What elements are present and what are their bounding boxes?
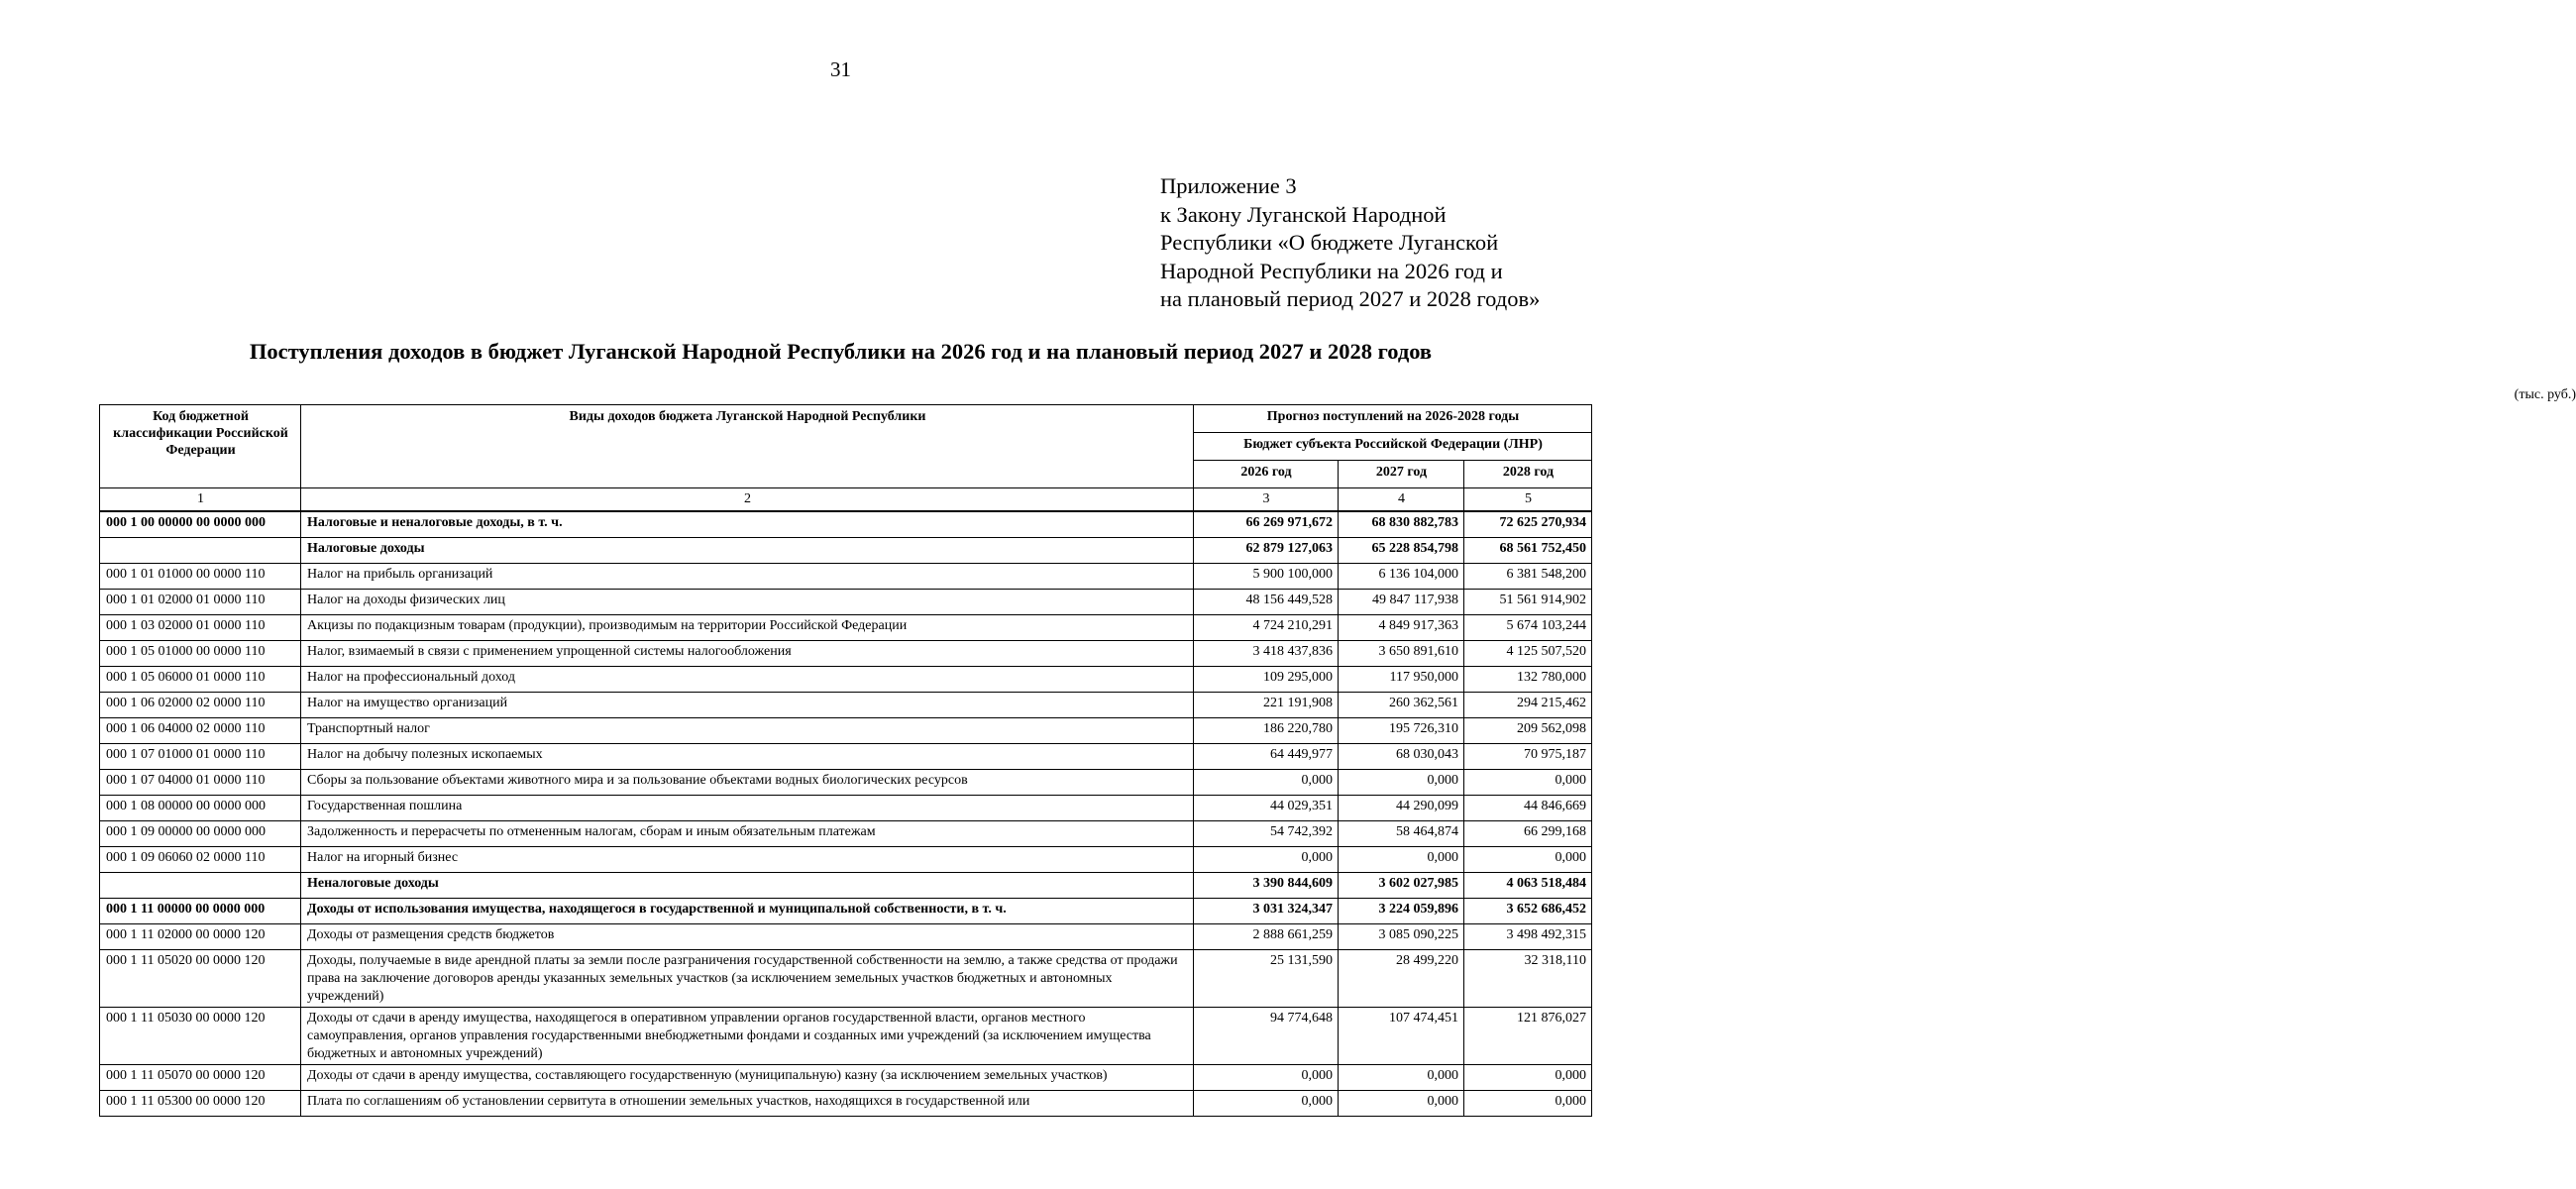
value-2026-cell: 0,000: [1194, 847, 1339, 873]
code-cell: [100, 538, 301, 564]
table-row: [100, 873, 1592, 899]
name-cell: Налог на добычу полезных ископаемых: [301, 744, 1194, 770]
code-cell: 000 1 11 05300 00 0000 120: [100, 1091, 301, 1117]
column-number: 4: [1339, 488, 1464, 512]
table-row: [100, 564, 1592, 590]
value-2026-cell: 5 900 100,000: [1194, 564, 1339, 590]
value-2028-cell: 0,000: [1464, 1091, 1592, 1117]
value-2028-cell: 4 125 507,520: [1464, 641, 1592, 667]
code-cell: 000 1 11 05030 00 0000 120: [100, 1008, 301, 1065]
table-row: [100, 1008, 1592, 1065]
value-2027-cell: 260 362,561: [1339, 693, 1464, 718]
code-cell: 000 1 07 04000 01 0000 110: [100, 770, 301, 796]
table-row: [100, 899, 1592, 924]
value-2028-cell: 4 063 518,484: [1464, 873, 1592, 899]
value-2028-cell: 3 652 686,452: [1464, 899, 1592, 924]
appendix-line: Приложение 3: [1160, 173, 1297, 198]
name-cell: Доходы от использования имущества, находящегося в государственной и муниципальной собственности, в т. ч.: [301, 899, 1194, 924]
header-name: Виды доходов бюджета Луганской Народной Республики: [301, 405, 1194, 488]
value-2028-cell: 70 975,187: [1464, 744, 1592, 770]
value-2027-cell: 0,000: [1339, 847, 1464, 873]
value-2026-cell: 0,000: [1194, 1065, 1339, 1091]
name-cell: Доходы от размещения средств бюджетов: [301, 924, 1194, 950]
table-row: [100, 511, 1592, 538]
value-2026-cell: 44 029,351: [1194, 796, 1339, 821]
value-2027-cell: 117 950,000: [1339, 667, 1464, 693]
value-2028-cell: 121 876,027: [1464, 1008, 1592, 1065]
table-row: [100, 847, 1592, 873]
value-2028-cell: 51 561 914,902: [1464, 590, 1592, 615]
value-2026-cell: 109 295,000: [1194, 667, 1339, 693]
name-cell: Налог на игорный бизнес: [301, 847, 1194, 873]
name-cell: Плата по соглашениям об установлении сервитута в отношении земельных участков, находящихся в государственной или: [301, 1091, 1194, 1117]
code-cell: 000 1 11 05020 00 0000 120: [100, 950, 301, 1008]
value-2026-cell: 94 774,648: [1194, 1008, 1339, 1065]
column-number: 2: [301, 488, 1194, 512]
header-year-2026: 2026 год: [1194, 461, 1339, 488]
name-cell: Налог на доходы физических лиц: [301, 590, 1194, 615]
table-row: [100, 718, 1592, 744]
table-row: [100, 796, 1592, 821]
name-cell: Доходы от сдачи в аренду имущества, находящегося в оперативном управлении органов государственной власти, органов местного самоуправления, органов управления государственными внебюджетными фондами и созданных ими учреждений (за исключением имущества бюджетных и автономных учреждений): [301, 1008, 1194, 1065]
code-cell: 000 1 06 02000 02 0000 110: [100, 693, 301, 718]
value-2028-cell: 72 625 270,934: [1464, 511, 1592, 538]
name-cell: Акцизы по подакцизным товарам (продукции), производимым на территории Российской Федерации: [301, 615, 1194, 641]
value-2027-cell: 6 136 104,000: [1339, 564, 1464, 590]
appendix-line: к Закону Луганской Народной: [1160, 201, 1447, 227]
name-cell: Доходы, получаемые в виде арендной платы за земли после разграничения государственной собственности на землю, а также средства от продажи права на заключение договоров аренды указанных земельных участков (за исключением земельных участков бюджетных и автономных учреждений): [301, 950, 1194, 1008]
value-2026-cell: 3 418 437,836: [1194, 641, 1339, 667]
name-cell: Налог на имущество организаций: [301, 693, 1194, 718]
name-cell: Налог, взимаемый в связи с применением упрощенной системы налогообложения: [301, 641, 1194, 667]
table-row: [100, 538, 1592, 564]
value-2028-cell: 0,000: [1464, 770, 1592, 796]
appendix-note: [1160, 172, 1540, 314]
name-cell: Государственная пошлина: [301, 796, 1194, 821]
value-2026-cell: 62 879 127,063: [1194, 538, 1339, 564]
value-2026-cell: 25 131,590: [1194, 950, 1339, 1008]
value-2026-cell: 54 742,392: [1194, 821, 1339, 847]
table-row: [100, 770, 1592, 796]
value-2028-cell: 44 846,669: [1464, 796, 1592, 821]
value-2027-cell: 68 830 882,783: [1339, 511, 1464, 538]
value-2027-cell: 4 849 917,363: [1339, 615, 1464, 641]
name-cell: Транспортный налог: [301, 718, 1194, 744]
name-cell: Неналоговые доходы: [301, 873, 1194, 899]
name-cell: Налоговые доходы: [301, 538, 1194, 564]
name-cell: Сборы за пользование объектами животного мира и за пользование объектами водных биологических ресурсов: [301, 770, 1194, 796]
value-2026-cell: 0,000: [1194, 770, 1339, 796]
value-2026-cell: 3 390 844,609: [1194, 873, 1339, 899]
appendix-line: Народной Республики на 2026 год и: [1160, 258, 1503, 283]
name-cell: Налог на прибыль организаций: [301, 564, 1194, 590]
value-2026-cell: 186 220,780: [1194, 718, 1339, 744]
value-2026-cell: 3 031 324,347: [1194, 899, 1339, 924]
name-cell: Налог на профессиональный доход: [301, 667, 1194, 693]
value-2028-cell: 209 562,098: [1464, 718, 1592, 744]
value-2027-cell: 44 290,099: [1339, 796, 1464, 821]
value-2027-cell: 107 474,451: [1339, 1008, 1464, 1065]
value-2026-cell: 221 191,908: [1194, 693, 1339, 718]
code-cell: 000 1 01 01000 00 0000 110: [100, 564, 301, 590]
code-cell: 000 1 03 02000 01 0000 110: [100, 615, 301, 641]
value-2027-cell: 65 228 854,798: [1339, 538, 1464, 564]
code-cell: 000 1 06 04000 02 0000 110: [100, 718, 301, 744]
value-2028-cell: 132 780,000: [1464, 667, 1592, 693]
value-2027-cell: 0,000: [1339, 770, 1464, 796]
code-cell: 000 1 08 00000 00 0000 000: [100, 796, 301, 821]
value-2027-cell: 3 224 059,896: [1339, 899, 1464, 924]
code-cell: 000 1 11 05070 00 0000 120: [100, 1065, 301, 1091]
page-number: 31: [830, 57, 851, 81]
table-row: [100, 641, 1592, 667]
code-cell: 000 1 07 01000 01 0000 110: [100, 744, 301, 770]
value-2026-cell: 66 269 971,672: [1194, 511, 1339, 538]
table-row: [100, 590, 1592, 615]
table-row: [100, 1065, 1592, 1091]
table-row: [100, 693, 1592, 718]
value-2028-cell: 68 561 752,450: [1464, 538, 1592, 564]
revenue-table: [99, 404, 1592, 1117]
name-cell: Задолженность и перерасчеты по отмененным налогам, сборам и иным обязательным платежам: [301, 821, 1194, 847]
table-row: [100, 821, 1592, 847]
name-cell: Доходы от сдачи в аренду имущества, составляющего государственную (муниципальную) казну (за исключением земельных участков): [301, 1065, 1194, 1091]
value-2027-cell: 49 847 117,938: [1339, 590, 1464, 615]
value-2026-cell: 2 888 661,259: [1194, 924, 1339, 950]
value-2028-cell: 294 215,462: [1464, 693, 1592, 718]
document-title: Поступления доходов в бюджет Луганской Народной Республики на 2026 год и на плановый период 2027 и 2028 годов: [249, 339, 1433, 364]
appendix-line: на плановый период 2027 и 2028 годов»: [1160, 286, 1541, 311]
column-number: 3: [1194, 488, 1339, 512]
header-year-2027: 2027 год: [1339, 461, 1464, 488]
value-2027-cell: 3 650 891,610: [1339, 641, 1464, 667]
name-cell: Налоговые и неналоговые доходы, в т. ч.: [301, 511, 1194, 538]
value-2026-cell: 48 156 449,528: [1194, 590, 1339, 615]
value-2027-cell: 195 726,310: [1339, 718, 1464, 744]
table-row: [100, 924, 1592, 950]
column-number: 5: [1464, 488, 1592, 512]
value-2027-cell: 68 030,043: [1339, 744, 1464, 770]
code-cell: 000 1 01 02000 01 0000 110: [100, 590, 301, 615]
value-2028-cell: 3 498 492,315: [1464, 924, 1592, 950]
code-cell: 000 1 09 06060 02 0000 110: [100, 847, 301, 873]
value-2027-cell: 28 499,220: [1339, 950, 1464, 1008]
code-cell: 000 1 11 00000 00 0000 000: [100, 899, 301, 924]
units-label: (тыс. руб.): [2514, 387, 2576, 402]
table-row: [100, 950, 1592, 1008]
value-2026-cell: 0,000: [1194, 1091, 1339, 1117]
header-year-2028: 2028 год: [1464, 461, 1592, 488]
value-2027-cell: 58 464,874: [1339, 821, 1464, 847]
value-2028-cell: 5 674 103,244: [1464, 615, 1592, 641]
table-row: [100, 615, 1592, 641]
value-2028-cell: 32 318,110: [1464, 950, 1592, 1008]
value-2028-cell: 66 299,168: [1464, 821, 1592, 847]
table-row: [100, 744, 1592, 770]
value-2027-cell: 3 602 027,985: [1339, 873, 1464, 899]
code-cell: 000 1 00 00000 00 0000 000: [100, 511, 301, 538]
table-row: [100, 1091, 1592, 1117]
value-2026-cell: 4 724 210,291: [1194, 615, 1339, 641]
appendix-line: Республики «О бюджете Луганской: [1160, 230, 1499, 255]
code-cell: 000 1 05 06000 01 0000 110: [100, 667, 301, 693]
value-2026-cell: 64 449,977: [1194, 744, 1339, 770]
header-budget: Бюджет субъекта Российской Федерации (ЛНР): [1194, 433, 1592, 461]
value-2027-cell: 0,000: [1339, 1091, 1464, 1117]
code-cell: 000 1 11 02000 00 0000 120: [100, 924, 301, 950]
table-body: [100, 511, 1592, 1117]
header-forecast: Прогноз поступлений на 2026-2028 годы: [1194, 405, 1592, 433]
value-2028-cell: 0,000: [1464, 1065, 1592, 1091]
value-2027-cell: 3 085 090,225: [1339, 924, 1464, 950]
code-cell: [100, 873, 301, 899]
code-cell: 000 1 05 01000 00 0000 110: [100, 641, 301, 667]
table-row: [100, 667, 1592, 693]
value-2028-cell: 6 381 548,200: [1464, 564, 1592, 590]
value-2027-cell: 0,000: [1339, 1065, 1464, 1091]
header-code: Код бюджетной классификации Российской Федерации: [100, 405, 301, 488]
value-2028-cell: 0,000: [1464, 847, 1592, 873]
code-cell: 000 1 09 00000 00 0000 000: [100, 821, 301, 847]
column-number: 1: [100, 488, 301, 512]
